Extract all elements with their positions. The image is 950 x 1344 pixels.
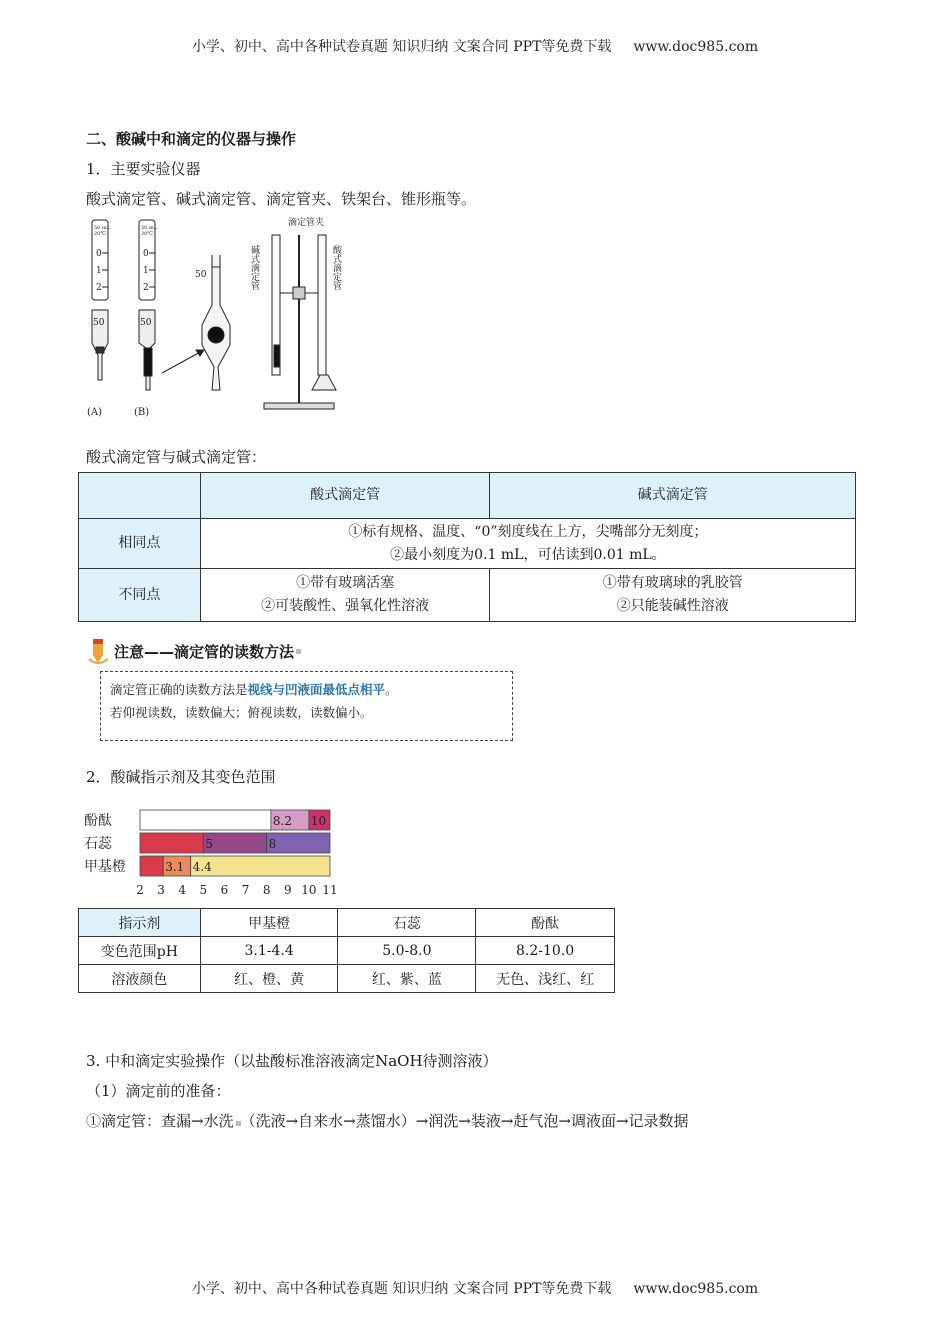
burette-comparison-table — [78, 472, 856, 622]
base-scale-50: 50 — [140, 318, 152, 328]
chart-segment-label: 5 — [205, 837, 213, 851]
chart-segment-label: 10 — [310, 814, 327, 828]
chart-row-label: 石蕊 — [84, 836, 112, 852]
base-diff-line-1: ①带有玻璃球的乳胶管 — [602, 575, 743, 591]
chart-row-label: 酚酞 — [84, 813, 112, 829]
acid-scale-0: 0 — [96, 249, 102, 259]
chart-segment — [140, 810, 271, 830]
chart-tick-label: 4 — [178, 883, 187, 897]
cell-color-phenolphthalein: 无色、浅红、红 — [476, 965, 615, 993]
note-line-2: 若仰视读数，读数偏大；俯视读数，读数偏小。 — [110, 705, 373, 720]
header-phenolphthalein: 酚酞 — [476, 909, 615, 937]
instrument-list: 酸式滴定管、碱式滴定管、滴定管夹、铁架台、锥形瓶等。 — [86, 190, 477, 208]
chart-segment-label: 3.1 — [165, 860, 185, 874]
table-corner-cell — [79, 473, 201, 519]
subsection-procedure: 3. 中和滴定实验操作（以盐酸标准溶液滴定NaOH待测溶液） — [86, 1052, 498, 1070]
footer-text: 小学、初中、高中各种试卷真题 知识归纳 文案合同 PPT等免费下载 — [191, 1281, 612, 1297]
table-row — [79, 569, 856, 622]
label-a: (A) — [87, 407, 103, 418]
note-line-1-post: 。 — [385, 682, 398, 697]
row-label-range: 变色范围pH — [79, 937, 201, 965]
acid-scale-2: 2 — [96, 283, 102, 293]
burette-steps — [86, 1110, 689, 1131]
header-text: 小学、初中、高中各种试卷真题 知识归纳 文案合同 PPT等免费下载 — [191, 39, 612, 55]
acid-tube-temp: 20℃ — [94, 231, 106, 237]
chart-tick-label: 5 — [199, 883, 208, 897]
header-indicator: 指示剂 — [79, 909, 201, 937]
cell-color-litmus: 红、紫、蓝 — [338, 965, 476, 993]
page-header — [0, 36, 950, 56]
burette-steps-b: （洗液→自来水→蒸馏水）→润洗→装液→赶气泡→调液面→记录数据 — [240, 1112, 689, 1130]
same-line-2: ②最小刻度为0.1 mL，可估读到0.01 mL。 — [390, 546, 666, 563]
burette-illustration — [84, 215, 354, 420]
note-title: 注意——滴定管的读数方法 — [114, 642, 295, 661]
burette-steps-a: ①滴定管：查漏→水洗 — [86, 1112, 234, 1130]
chart-row-label: 甲基橙 — [84, 859, 126, 875]
acid-scale-1: 1 — [96, 266, 102, 276]
subsection-indicators: 2．酸碱指示剂及其变色范围 — [86, 768, 276, 786]
footer-url[interactable]: www.doc985.com — [633, 1281, 759, 1297]
header-acid-burette: 酸式滴定管 — [200, 473, 490, 519]
chart-segment — [140, 833, 203, 853]
header-methyl-orange: 甲基橙 — [200, 909, 338, 937]
label-b: (B) — [134, 407, 150, 418]
acid-diff-cell — [200, 569, 490, 622]
chart-tick-label: 2 — [136, 883, 144, 897]
table-row — [79, 937, 615, 965]
chart-tick-label: 8 — [262, 883, 271, 897]
note-heading — [88, 636, 301, 666]
subsection-instruments: 1．主要实验仪器 — [86, 160, 201, 178]
base-diff-cell — [490, 569, 856, 622]
base-diff-line-2: ②只能装碱性溶液 — [616, 598, 729, 614]
chart-tick-label: 3 — [157, 883, 165, 897]
acid-burette-label: 酸式滴定管 — [331, 245, 341, 290]
detail-scale-50: 50 — [195, 270, 207, 280]
base-scale-0: 0 — [143, 249, 149, 259]
row-label-color: 溶液颜色 — [79, 965, 201, 993]
cell-range-methyl-orange: 3.1-4.4 — [200, 937, 338, 965]
base-scale-2: 2 — [143, 283, 149, 293]
section-title: 二、酸碱中和滴定的仪器与操作 — [86, 130, 297, 148]
titration-stand — [264, 235, 336, 409]
note-line-1-pre: 滴定管正确的读数方法是 — [110, 682, 248, 697]
chart-tick-label: 6 — [220, 883, 229, 897]
chart-segment-label: 8 — [268, 837, 277, 851]
cell-color-methyl-orange: 红、橙、黄 — [200, 965, 338, 993]
acid-tube-spec: 50 mL — [94, 225, 111, 231]
base-tube-spec: 50 mL — [141, 225, 158, 231]
acid-scale-50: 50 — [93, 318, 105, 328]
same-points-cell — [200, 519, 855, 569]
chart-tick-label: 9 — [283, 883, 292, 897]
cell-range-phenolphthalein: 8.2-10.0 — [476, 937, 615, 965]
indicator-table — [78, 908, 615, 993]
acid-diff-line-2: ②可装酸性、强氧化性溶液 — [261, 598, 430, 614]
acid-diff-line-1: ①带有玻璃活塞 — [296, 575, 395, 591]
diff-label: 不同点 — [79, 569, 201, 622]
base-tube-temp: 20℃ — [141, 231, 153, 237]
chart-segment-label: 8.2 — [272, 814, 292, 828]
same-label: 相同点 — [79, 519, 201, 569]
base-scale-1: 1 — [143, 266, 149, 276]
mark-icon — [296, 649, 301, 654]
table-row — [79, 473, 856, 519]
arrow-head — [196, 350, 204, 356]
table-row — [79, 965, 615, 993]
header-base-burette: 碱式滴定管 — [490, 473, 856, 519]
chart-tick-label: 10 — [301, 883, 317, 897]
note-highlight: 视线与凹液面最低点相平 — [247, 682, 386, 697]
preparation-heading: （1）滴定前的准备： — [86, 1082, 231, 1100]
chart-tick-label: 7 — [241, 883, 250, 897]
chart-segment — [140, 856, 163, 876]
pen-icon — [88, 637, 110, 665]
note-line-1 — [110, 678, 503, 701]
ph-range-chart — [84, 806, 344, 898]
table-row — [79, 909, 615, 937]
note-box — [100, 671, 513, 741]
chart-tick-label: 11 — [322, 883, 338, 897]
header-litmus: 石蕊 — [338, 909, 476, 937]
same-line-1: ①标有规格、温度、“0”刻度线在上方，尖嘴部分无刻度； — [348, 523, 708, 540]
compare-caption: 酸式滴定管与碱式滴定管： — [86, 448, 267, 466]
page-footer — [0, 1278, 950, 1298]
clamp-label: 滴定管夹 — [288, 218, 325, 228]
table-row — [79, 519, 856, 569]
cell-range-litmus: 5.0-8.0 — [338, 937, 476, 965]
chart-segment-label: 4.4 — [192, 860, 212, 874]
base-burette-label: 碱式滴定管 — [249, 245, 259, 290]
header-url[interactable]: www.doc985.com — [633, 39, 759, 55]
